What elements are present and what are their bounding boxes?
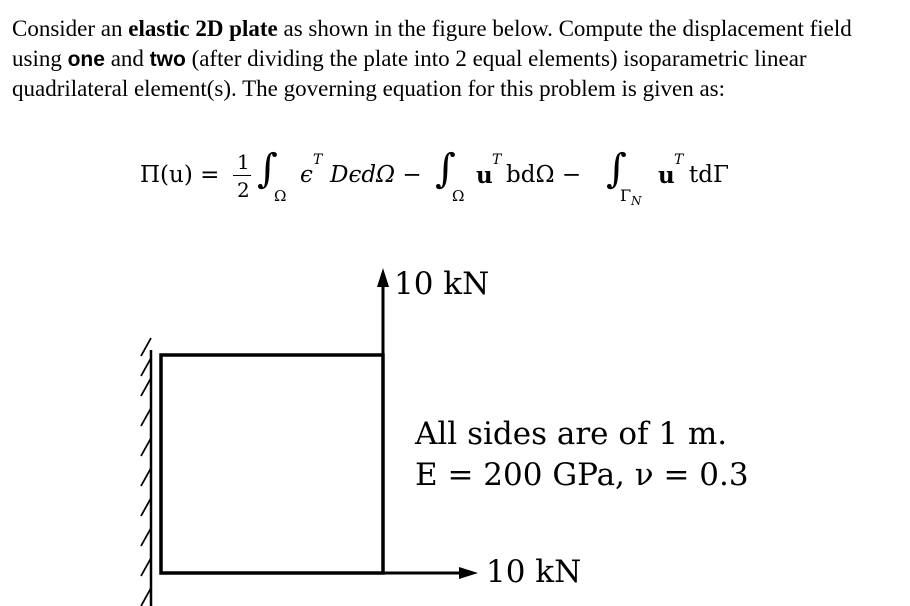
problem-text: Consider an	[12, 16, 129, 41]
wall-hatching	[141, 338, 151, 606]
fraction-denominator: 2	[237, 178, 250, 202]
material-properties-note: E = 200 GPa, ν = 0.3	[415, 457, 749, 493]
problem-bold-text: one	[67, 47, 105, 71]
integral-boundary: Γ	[620, 186, 632, 205]
strain-symbol: ϵ	[300, 162, 313, 188]
equation-term: DϵdΩ −	[330, 162, 422, 188]
problem-text: as shown in the figure below. Compute the displacement field using	[12, 16, 852, 71]
displacement-symbol: u	[476, 162, 493, 189]
fraction-numerator: 1	[237, 150, 250, 174]
transpose-superscript: T	[492, 152, 502, 168]
problem-text: and	[104, 45, 150, 71]
transpose-superscript: T	[313, 152, 323, 168]
equation-term: bdΩ −	[506, 162, 582, 188]
equation-lhs: Π(u) =	[140, 162, 220, 188]
integral-sign: ∫	[606, 146, 627, 192]
transpose-superscript: T	[674, 152, 684, 168]
problem-bold-text: elastic 2D plate	[128, 16, 278, 41]
top-load-label: 10 kN	[394, 266, 490, 302]
right-load-arrowhead	[459, 567, 478, 579]
integral-domain: Ω	[452, 187, 465, 205]
equation-term: tdΓ	[689, 162, 729, 188]
integral-sign: ∫	[257, 146, 278, 192]
problem-bold-text: two	[149, 47, 186, 71]
problem-text: (after dividing the plate into 2 equal elements) isoparametric linear quadrilateral element(s). The governing equation for this problem is given as:	[12, 45, 807, 101]
integral-sign: ∫	[435, 146, 456, 192]
boundary-subscript: N	[631, 194, 642, 208]
integral-domain: Ω	[274, 187, 287, 205]
right-load-label: 10 kN	[486, 554, 582, 590]
dimension-note: All sides are of 1 m.	[415, 416, 728, 452]
top-load-arrowhead	[377, 268, 389, 287]
elastic-plate	[161, 355, 383, 573]
displacement-symbol: u	[658, 162, 675, 189]
